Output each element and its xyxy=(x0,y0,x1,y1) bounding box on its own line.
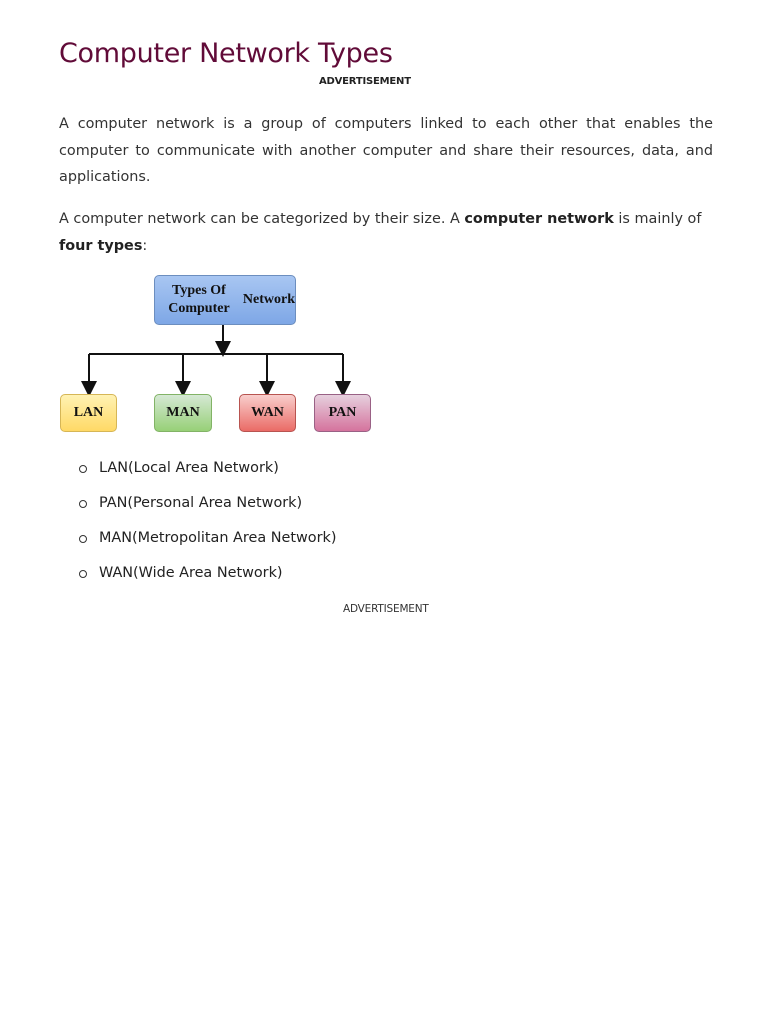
list-item xyxy=(79,491,336,526)
list-item-text: LAN(Local Area Network) xyxy=(99,460,279,476)
circle-bullet-icon xyxy=(79,465,87,473)
bold-computer-network: computer network xyxy=(464,211,614,227)
bold-four-types: four types xyxy=(59,237,143,254)
circle-bullet-icon xyxy=(79,535,87,543)
network-types-list xyxy=(79,456,336,596)
network-types-diagram xyxy=(58,273,374,435)
paragraph-text: A computer network can be categorized by their size. A xyxy=(59,211,465,227)
list-item-text: PAN(Personal Area Network) xyxy=(99,495,303,511)
categories-paragraph xyxy=(59,206,713,259)
advertisement-label: ADVERTISEMENT xyxy=(319,76,411,87)
diagram-node-wan: WAN xyxy=(239,394,296,432)
diagram-node-man: MAN xyxy=(154,394,212,432)
circle-bullet-icon xyxy=(79,500,87,508)
diagram-node-lan: LAN xyxy=(60,394,117,432)
circle-bullet-icon xyxy=(79,570,87,578)
intro-paragraph: A computer network is a group of computers linked to each other that enables the computer to communicate with another computer and share their resources, data, and applications. xyxy=(59,116,713,185)
list-item xyxy=(79,456,336,491)
advertisement-label: ADVERTISEMENT xyxy=(343,603,429,615)
paragraph-text: : xyxy=(142,237,148,254)
list-item-text: MAN(Metropolitan Area Network) xyxy=(99,530,337,546)
diagram-node-pan: PAN xyxy=(314,394,371,432)
list-item xyxy=(79,526,336,561)
paragraph-text: is mainly of xyxy=(613,211,702,227)
page-title: Computer Network Types xyxy=(59,38,393,69)
diagram-root-node: Types Of Computer Network xyxy=(154,275,296,325)
list-item-text: WAN(Wide Area Network) xyxy=(99,565,283,581)
list-item xyxy=(79,561,336,596)
